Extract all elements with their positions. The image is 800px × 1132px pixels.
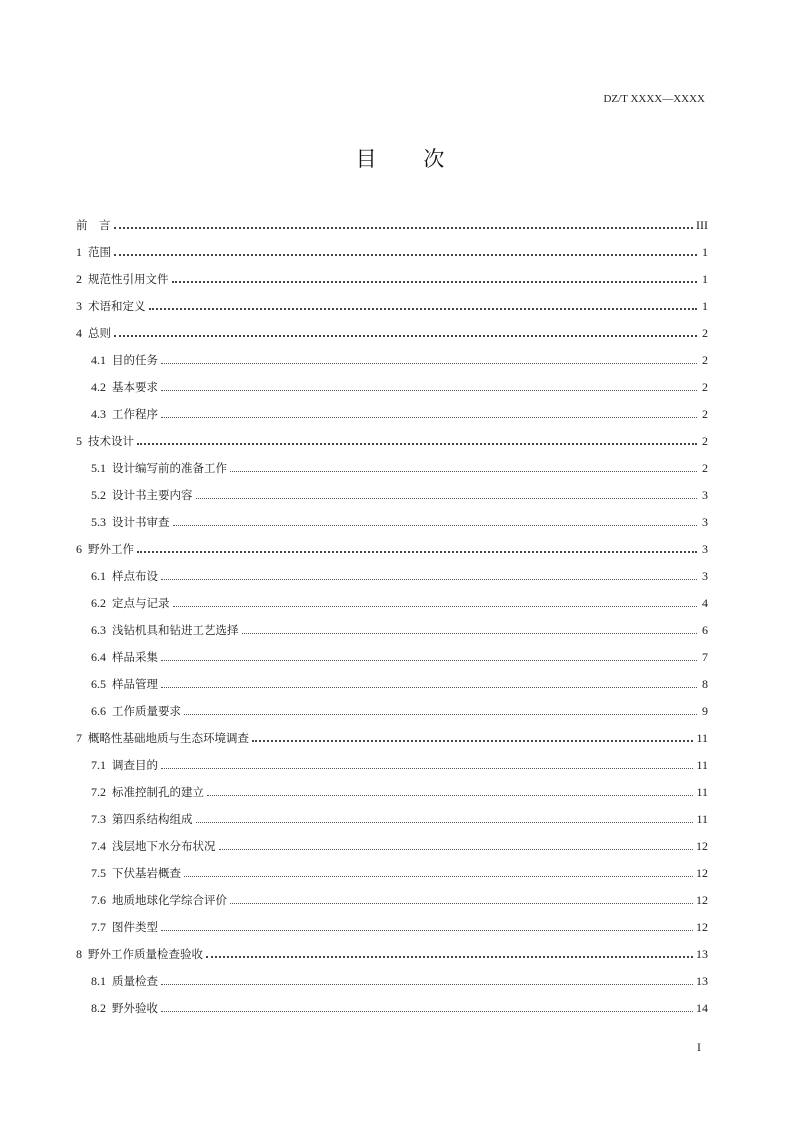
toc-entry-number: 6 (76, 542, 82, 556)
toc-entry[interactable] (76, 826, 708, 853)
toc-entry-page: 1 (702, 272, 708, 286)
toc-entry-page: 8 (702, 677, 708, 691)
toc-entry-label: 技术设计 (88, 434, 134, 448)
toc-entry-number: 8.2 (91, 1001, 106, 1015)
toc-entry-page: 11 (696, 731, 708, 745)
toc-entry[interactable] (76, 502, 708, 529)
toc-dot-leader (173, 605, 698, 607)
toc-entry-number: 6.6 (91, 704, 106, 718)
toc-entry-label: 设计书审查 (112, 515, 170, 529)
toc-entry-page: 2 (702, 353, 708, 367)
toc-dot-leader (173, 524, 698, 526)
toc-entry-number: 7.3 (91, 812, 106, 826)
toc-entry-label: 第四系结构组成 (112, 812, 193, 826)
toc-entry-label: 设计书主要内容 (112, 488, 193, 502)
toc-entry-label: 质量检查 (112, 974, 158, 988)
document-code: DZ/T XXXX—XXXX (603, 93, 705, 105)
toc-entry-label: 工作质量要求 (112, 704, 181, 718)
toc-entry-page: 12 (696, 920, 708, 934)
toc-entry-page: 11 (696, 758, 708, 772)
toc-entry-number: 7.1 (91, 758, 106, 772)
toc-entry-label: 标准控制孔的建立 (112, 785, 204, 799)
toc-dot-leader (172, 280, 698, 283)
toc-entry-label: 规范性引用文件 (88, 272, 169, 286)
toc-entry-number: 6.4 (91, 650, 106, 664)
page-number: I (697, 1040, 701, 1054)
toc-entry-number: 6.2 (91, 596, 106, 610)
toc-entry-number: 8.1 (91, 974, 106, 988)
toc-entry-number: 1 (76, 245, 82, 259)
toc-dot-leader (161, 362, 697, 364)
toc-dot-leader (184, 713, 697, 715)
toc-entry-label: 目的任务 (112, 353, 158, 367)
toc-entry-page: 1 (702, 245, 708, 259)
toc-dot-leader (219, 848, 694, 850)
toc-entry-number: 6.3 (91, 623, 106, 637)
toc-entry-page: 2 (702, 326, 708, 340)
toc-entry[interactable] (76, 880, 708, 907)
toc-entry[interactable] (76, 205, 708, 232)
toc-entry-page: 2 (702, 407, 708, 421)
toc-entry-label: 野外工作质量检查验收 (88, 947, 203, 961)
toc-entry-page: 14 (696, 1001, 708, 1015)
toc-dot-leader (161, 686, 697, 688)
toc-entry[interactable] (76, 394, 708, 421)
toc-dot-leader (161, 767, 693, 769)
toc-entry-number: 8 (76, 947, 82, 961)
toc-entry-number: 7.4 (91, 839, 106, 853)
toc-dot-leader (161, 659, 697, 661)
toc-entry[interactable] (76, 313, 708, 340)
toc-entry-label: 范围 (88, 245, 111, 259)
toc-entry-page: 2 (702, 461, 708, 475)
toc-entry-number: 4.3 (91, 407, 106, 421)
toc-entry-number: 2 (76, 272, 82, 286)
toc-entry-label: 设计编写前的准备工作 (112, 461, 227, 475)
toc-entry-label: 工作程序 (112, 407, 158, 421)
toc-entry[interactable] (76, 853, 708, 880)
toc-entry[interactable] (76, 799, 708, 826)
toc-dot-leader (161, 929, 693, 931)
toc-dot-leader (161, 983, 693, 985)
toc-entry-number: 7.6 (91, 893, 106, 907)
toc-entry[interactable] (76, 367, 708, 394)
toc-entry-page: 3 (702, 488, 708, 502)
toc-entry-page: 13 (696, 974, 708, 988)
toc-entry-page: 13 (696, 947, 708, 961)
toc-entry-number: 7.5 (91, 866, 106, 880)
toc-entry-page: 12 (696, 866, 708, 880)
toc-entry[interactable] (76, 745, 708, 772)
toc-entry[interactable] (76, 259, 708, 286)
toc-dot-leader (207, 794, 693, 796)
toc-dot-leader (114, 253, 697, 256)
toc-dot-leader (184, 875, 693, 877)
toc-entry[interactable] (76, 637, 708, 664)
toc-entry-page: 3 (702, 542, 708, 556)
toc-dot-leader (161, 416, 697, 418)
toc-entry-page: 11 (696, 785, 708, 799)
toc-dot-leader (114, 334, 697, 337)
toc-entry[interactable] (76, 286, 708, 313)
toc-entry-label: 浅钻机具和钻进工艺选择 (112, 623, 239, 637)
toc-dot-leader (161, 578, 697, 580)
toc-dot-leader (196, 821, 694, 823)
toc-entry-number: 5 (76, 434, 82, 448)
toc-entry-label: 下伏基岩概查 (112, 866, 181, 880)
toc-entry-label: 定点与记录 (112, 596, 170, 610)
toc-entry-label: 前 言 (76, 218, 111, 232)
toc-entry[interactable] (76, 664, 708, 691)
toc-entry-number: 6.1 (91, 569, 106, 583)
toc-entry-label: 术语和定义 (88, 299, 146, 313)
toc-entry-number: 4 (76, 326, 82, 340)
toc-entry-page: 1 (702, 299, 708, 313)
toc-dot-leader (149, 307, 698, 310)
toc-entry-number: 5.3 (91, 515, 106, 529)
toc-entry-label: 野外验收 (112, 1001, 158, 1015)
toc-entry-label: 图件类型 (112, 920, 158, 934)
toc-entry[interactable] (76, 421, 708, 448)
toc-dot-leader (242, 632, 698, 634)
table-of-contents (76, 205, 708, 1015)
toc-entry-number: 6.5 (91, 677, 106, 691)
toc-entry[interactable] (76, 907, 708, 934)
toc-entry[interactable] (76, 448, 708, 475)
toc-entry[interactable] (76, 934, 708, 961)
toc-entry-page: 12 (696, 893, 708, 907)
toc-entry-label: 总则 (88, 326, 111, 340)
toc-entry-label: 调查目的 (112, 758, 158, 772)
toc-entry-page: 7 (702, 650, 708, 664)
toc-dot-leader (114, 226, 694, 229)
toc-entry-label: 概略性基础地质与生态环境调查 (88, 731, 249, 745)
toc-entry-label: 野外工作 (88, 542, 134, 556)
toc-entry-number: 7.2 (91, 785, 106, 799)
toc-entry[interactable] (76, 772, 708, 799)
page-title: 目 次 (355, 147, 465, 171)
toc-entry[interactable] (76, 691, 708, 718)
toc-entry[interactable] (76, 556, 708, 583)
toc-entry-label: 样品管理 (112, 677, 158, 691)
toc-entry-page: 4 (702, 596, 708, 610)
toc-entry-page: 2 (702, 434, 708, 448)
toc-entry-page: 3 (702, 515, 708, 529)
toc-entry-number: 7.7 (91, 920, 106, 934)
toc-dot-leader (230, 902, 693, 904)
toc-entry-number: 5.1 (91, 461, 106, 475)
toc-entry[interactable] (76, 961, 708, 988)
toc-entry-page: 2 (702, 380, 708, 394)
toc-entry-number: 3 (76, 299, 82, 313)
toc-entry-page: 11 (696, 812, 708, 826)
toc-entry[interactable] (76, 529, 708, 556)
toc-entry[interactable] (76, 475, 708, 502)
toc-dot-leader (196, 497, 698, 499)
toc-entry-number: 7 (76, 731, 82, 745)
toc-entry[interactable] (76, 583, 708, 610)
toc-entry-page: 6 (702, 623, 708, 637)
toc-entry[interactable] (76, 610, 708, 637)
toc-entry-page: 9 (702, 704, 708, 718)
toc-entry-label: 样点布设 (112, 569, 158, 583)
toc-entry-number: 4.2 (91, 380, 106, 394)
toc-entry-number: 4.1 (91, 353, 106, 367)
toc-dot-leader (137, 550, 697, 553)
toc-dot-leader (161, 389, 697, 391)
toc-dot-leader (161, 1010, 693, 1012)
toc-dot-leader (206, 955, 693, 958)
toc-entry-page: 12 (696, 839, 708, 853)
toc-entry-page: 3 (702, 569, 708, 583)
toc-dot-leader (252, 739, 693, 742)
toc-dot-leader (230, 470, 697, 472)
toc-entry[interactable] (76, 718, 708, 745)
toc-dot-leader (137, 442, 697, 445)
toc-entry-label: 地质地球化学综合评价 (112, 893, 227, 907)
toc-entry-label: 基本要求 (112, 380, 158, 394)
toc-entry-label: 浅层地下水分布状况 (112, 839, 216, 853)
toc-entry-number: 5.2 (91, 488, 106, 502)
toc-entry-label: 样品采集 (112, 650, 158, 664)
toc-entry[interactable] (76, 232, 708, 259)
toc-entry[interactable] (76, 340, 708, 367)
toc-entry[interactable] (76, 988, 708, 1015)
toc-entry-page: III (696, 218, 708, 232)
